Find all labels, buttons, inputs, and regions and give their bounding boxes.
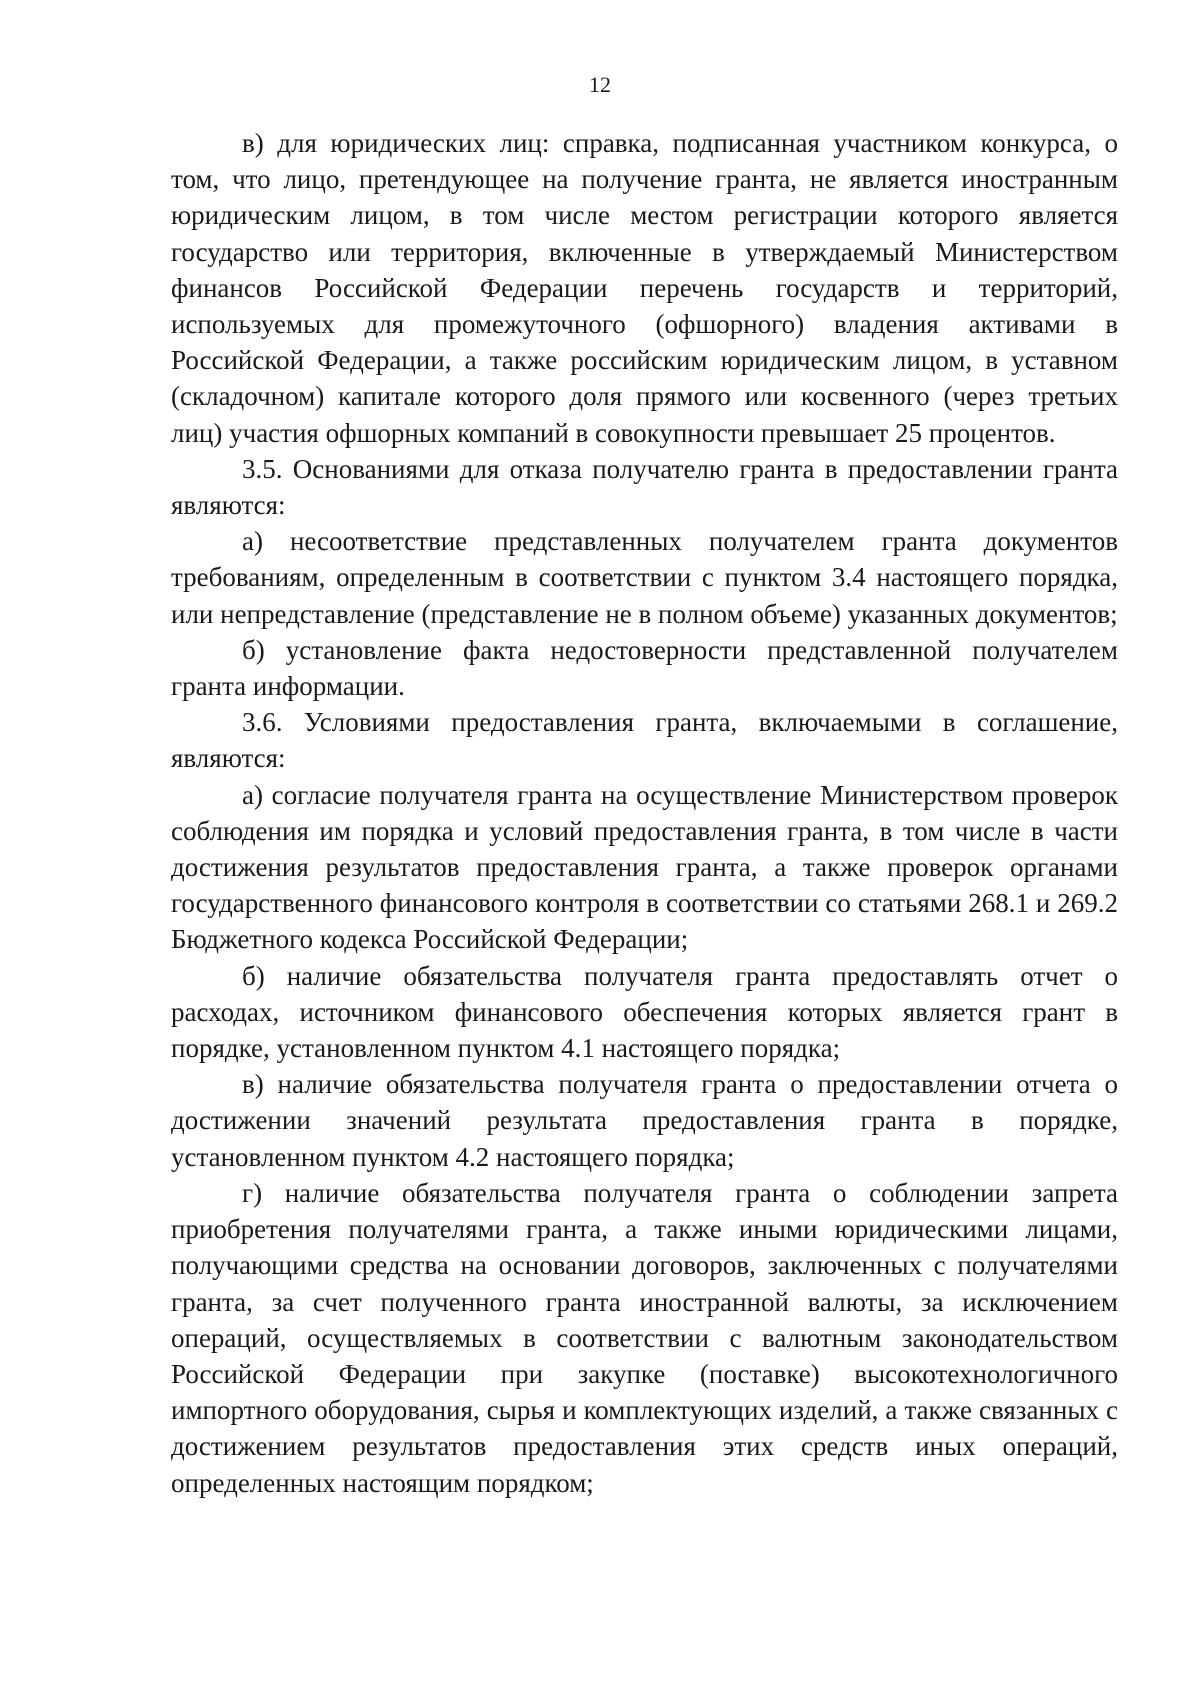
page-number: 12: [589, 72, 611, 97]
paragraph-3-6-b: б) наличие обязательства получателя гранта предоставлять отчет о расходах, источником финансового обеспечения которых является грант в порядке, установленном пунктом 4.1 настоящего порядка;: [171, 960, 1118, 1064]
paragraph-3-5-a: а) несоответствие представленных получателем гранта документов требованиям, определенным в соответствии с пунктом 3.4 настоящего порядка, или непредставление (представление не в полном объеме) указанных документов;: [171, 526, 1118, 629]
paragraph-3-5-b: б) установление факта недостоверности представленной получателем гранта информации.: [171, 634, 1118, 702]
paragraph-3-6-g: г) наличие обязательства получателя гранта о соблюдении запрета приобретения получателями гранта, а также иными юридическими лицами, получающими средства на основании договоров, заключенных с получателями гранта, за счет полученного гранта иностранной валюты, за исключением операций, осуществляемых в соответствии с валютным законодательством Российской Федерации при закупке (поставке) высокотехнологичного импортного оборудования, сырья и комплектующих изделий, а также связанных с достижением результатов предоставления этих средств иных операций, определенных настоящим порядком;: [171, 1177, 1118, 1498]
paragraph-3-6-v: в) наличие обязательства получателя гранта о предоставлении отчета о достижении значений результата предоставления гранта в порядке, установленном пунктом 4.2 настоящего порядка;: [171, 1069, 1118, 1172]
paragraph-3-4-v: в) для юридических лиц: справка, подписанная участником конкурса, о том, что лицо, претендующее на получение гранта, не является иностранным юридическим лицом, в том числе местом регистрации которого является государство или территория, включенные в утверждаемый Министерством финансов Российской Федерации перечень государств и территорий, используемых для промежуточного (офшорного) владения активами в Российской Федерации, а также российским юридическим лицом, в уставном (складочном) капитале которого доля прямого или косвенного (через третьих лиц) участия офшорных компаний в совокупности превышает 25 процентов.: [171, 128, 1118, 448]
paragraph-3-6-a: а) согласие получателя гранта на осуществление Министерством проверок соблюдения им порядка и условий предоставления гранта, в том числе в части достижения результатов предоставления гранта, а также проверок органами государственного финансового контроля в соответствии со статьями 268.1 и 269.2 Бюджетного кодекса Российской Федерации;: [171, 779, 1118, 955]
paragraph-3-5: 3.5. Основаниями для отказа получателю гранта в предоставлении гранта являются:: [171, 453, 1118, 521]
paragraph-3-6: 3.6. Условиями предоставления гранта, включаемыми в соглашение, являются:: [171, 707, 1118, 774]
document-body: [171, 125, 1118, 1501]
